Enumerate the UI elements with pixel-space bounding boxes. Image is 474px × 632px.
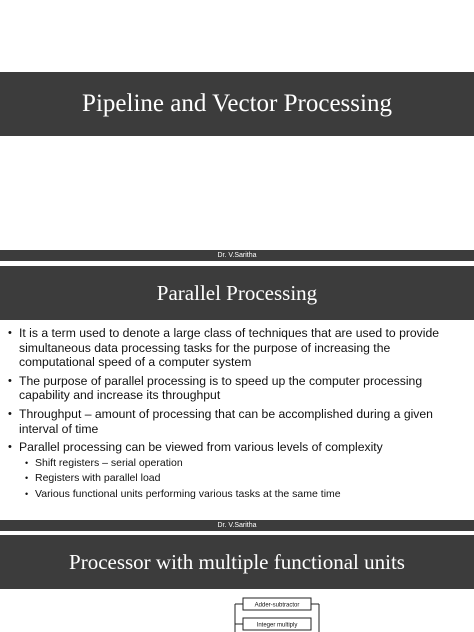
- slide2-footer: Dr. V.Saritha: [0, 520, 474, 531]
- bullet-item: • Throughput – amount of processing that can be accomplished during a given interval of time: [8, 407, 468, 436]
- sub-bullet-item: • Registers with parallel load: [19, 471, 468, 487]
- sub-bullet-list: [19, 456, 468, 503]
- slide2-bullet-list: [8, 326, 468, 506]
- integer-multiply-label: Integer multiply: [256, 622, 298, 629]
- bullet-item-with-sublist: [8, 440, 468, 502]
- slide1-title: Pipeline and Vector Processing: [82, 90, 392, 117]
- bullet-text: Parallel processing can be viewed from various levels of complexity: [19, 440, 383, 455]
- bullet-item: • The purpose of parallel processing is to speed up the computer processing capability and increase its throughput: [8, 374, 468, 403]
- slide3-title-bar: [0, 535, 474, 589]
- slide2-title-bar: [0, 266, 474, 320]
- adder-subtractor-label: Adder-subtractor: [254, 602, 300, 609]
- bullet-item: • It is a term used to denote a large class of techniques that are used to provide simultaneous data processing tasks for the purpose of increasing the computational speed of a computer system: [8, 326, 468, 370]
- sub-bullet-item: • Various functional units performing various tasks at the same time: [19, 487, 468, 503]
- slide1-footer: Dr. V.Saritha: [0, 250, 474, 261]
- slide3-title: Processor with multiple functional units: [69, 549, 405, 574]
- slide2-title: Parallel Processing: [156, 280, 318, 305]
- slide1-title-bar: [0, 72, 474, 136]
- functional-units-diagram: [233, 592, 321, 632]
- sub-bullet-item: • Shift registers – serial operation: [19, 456, 468, 472]
